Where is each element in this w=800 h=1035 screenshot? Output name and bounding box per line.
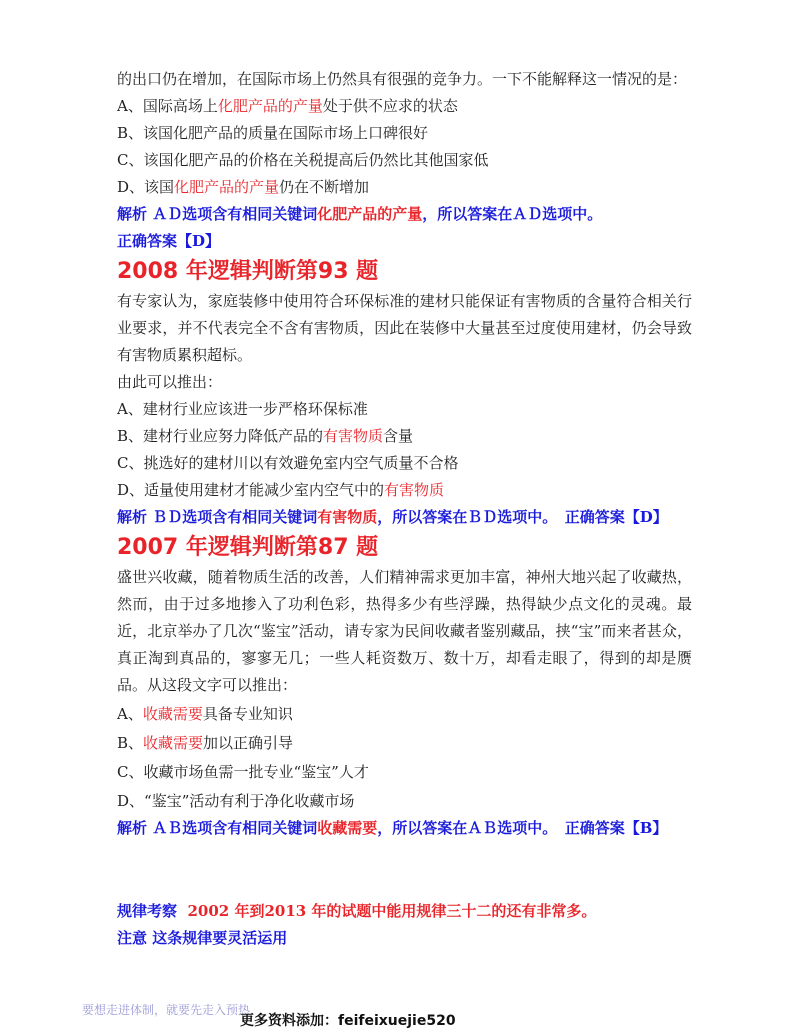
q2-option-d: D、适量使用建材才能减少室内空气中的有害物质 — [117, 481, 445, 499]
keyword-highlight: 化肥产品的产量 — [174, 178, 280, 196]
document-page — [117, 66, 692, 952]
q1-option-a: A、国际高场上化肥产品的产量处于供不应求的状态 — [117, 97, 458, 115]
q3-option-d: D、“鉴宝”活动有利于净化收藏市场 — [117, 792, 355, 810]
q3-stem: 盛世兴收藏，随着物质生活的改善，人们精神需求更加丰富，神州大地兴起了收藏热，然而，由于过多地掺入了功利色彩，热得多少有些浮躁，热得缺少点文化的灵魂。最近，北京举办了几次“鉴宝”活动，请专家为民间收藏者鉴别藏品，挟“宝”而来者甚众，真正淘到真品的，寥寥无几；一些人耗资数万、数十万，却看走眼了，得到的却是赝品。从这段文字可以推出： — [117, 568, 692, 694]
q1-stem-tail: 的出口仍在增加，在国际市场上仍然具有很强的竞争力。一下不能解释这一情况的是： — [117, 70, 688, 88]
q2-option-b: B、建材行业应努力降低产品的有害物质含量 — [117, 427, 414, 445]
q1-analysis: 解析 ＡＤ选项含有相同关键词化肥产品的产量，所以答案在ＡＤ选项中。 — [117, 205, 603, 223]
q2-prompt: 由此可以推出： — [117, 373, 223, 391]
keyword-highlight: 有害物质 — [384, 481, 445, 499]
q3-analysis: 解析 ＡＢ选项含有相同关键词收藏需要，所以答案在ＡＢ选项中。 正确答案【B】 — [117, 819, 668, 837]
q2-option-a: A、建材行业应该进一步严格环保标准 — [117, 400, 368, 418]
footer-watermark-text: 要想走进体制，就要先走入预热 — [82, 1003, 251, 1017]
q2-stem: 有专家认为，家庭装修中使用符合环保标准的建材只能保证有害物质的含量符合相关行业要求，并不代表完全不含有害物质，因此在装修中大量甚至过度使用建材，仍会导致有害物质累积超标。 — [117, 292, 692, 364]
q3-option-c: C、收藏市场鱼需一批专业“鉴宝”人才 — [117, 763, 369, 781]
rule-summary: 规律考察 2002 年到2013 年的试题中能用规律三十二的还有非常多。 — [117, 902, 597, 920]
q3-heading: 2007 年逻辑判断第87 题 — [117, 535, 379, 560]
q1-option-b: B、该国化肥产品的质量在国际市场上口碑很好 — [117, 124, 429, 142]
keyword-highlight: 收藏需要 — [143, 734, 204, 752]
q2-option-c: C、挑选好的建材川以有效避免室内空气质量不合格 — [117, 454, 459, 472]
q1-option-d: D、该国化肥产品的产量仍在不断增加 — [117, 178, 370, 196]
q1-option-c: C、该国化肥产品的价格在关税提高后仍然比其他国家低 — [117, 151, 489, 169]
keyword-highlight: 化肥产品的产量 — [217, 97, 323, 115]
q3-option-a: A、收藏需要具备专业知识 — [117, 705, 293, 723]
q2-analysis: 解析 ＢＤ选项含有相同关键词有害物质，所以答案在ＢＤ选项中。 正确答案【D】 — [117, 508, 668, 526]
q1-answer: 正确答案【D】 — [117, 232, 221, 250]
keyword-highlight: 有害物质 — [323, 427, 384, 445]
q3-option-b: B、收藏需要加以正确引导 — [117, 734, 294, 752]
keyword-highlight: 收藏需要 — [142, 705, 203, 723]
footer-contact: 更多资料添加：feifeixuejie520 — [240, 1013, 456, 1029]
rule-note: 注意 这条规律要灵活运用 — [117, 929, 288, 947]
q2-heading: 2008 年逻辑判断第93 题 — [117, 259, 379, 284]
